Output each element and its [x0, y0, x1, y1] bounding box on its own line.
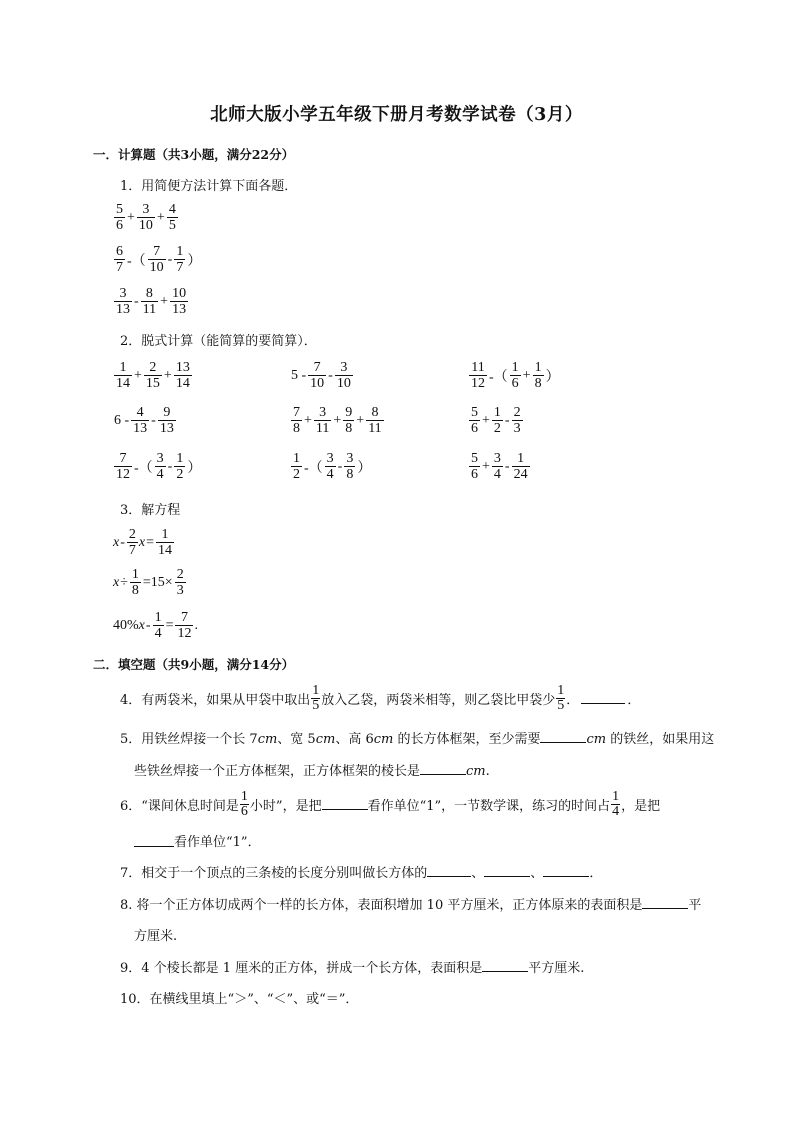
- q3-equation-3: 40% x - $\frac{1}{4}$ = $\frac{7}{12}$ .: [113, 610, 198, 641]
- section-heading-calculation: 一．计算题（共3小题，满分22分）: [93, 147, 295, 162]
- answer-blank[interactable]: [420, 773, 466, 775]
- question-2-text: 2．脱式计算（能简算的要简算）．: [120, 334, 317, 349]
- q1-expression-2: $\frac{6}{7}$ -（ $\frac{7}{10}$ - $\frac{1}{7}$ ）: [116, 244, 202, 275]
- question-5-line-1: 5．用铁丝焊接一个长 7cm、宽 5cm、高 6cm 的长方体框架，至少需要 cm 的铁丝，如果用这: [120, 732, 715, 747]
- q2-expression-r2c3: $\frac{5}{6}$ + $\frac{1}{2}$ - $\frac{2}{3}$: [471, 405, 521, 436]
- answer-blank[interactable]: [482, 970, 528, 972]
- answer-blank[interactable]: [540, 741, 586, 743]
- question-10: 10．在横线里填上“＞”、“＜”、或“＝”．: [120, 992, 359, 1007]
- question-6-line-1: 6．“课间休息时间是 1 6 小时”，是把 看作单位“1”，一节数学课，练习的时间占 1 4 ，是把: [120, 789, 661, 819]
- answer-blank[interactable]: [484, 875, 530, 877]
- question-8-line-1: 8. 将一个正方体切成两个一样的长方体，表面积增加 10 平方厘米，正方体原来的表面积是 平: [120, 898, 702, 913]
- answer-blank[interactable]: [642, 907, 688, 909]
- question-9: 9．4 个棱长都是 1 厘米的正方体，拼成一个长方体，表面积是 平方厘米.: [120, 961, 585, 976]
- q2-expression-r1c2: 5 - $\frac{7}{10}$ - $\frac{3}{10}$: [291, 360, 351, 391]
- question-1-text: 1．用简便方法计算下面各题．: [120, 179, 298, 194]
- q2-expression-r3c1: $\frac{7}{12}$ -（ $\frac{3}{4}$ - $\frac{1}{2}$ ）: [116, 451, 202, 482]
- q2-expression-r2c1: 6 - $\frac{4}{13}$ - $\frac{9}{13}$: [114, 405, 174, 436]
- answer-blank[interactable]: [322, 808, 368, 810]
- q2-expression-r3c3: $\frac{5}{6}$ + $\frac{3}{4}$ - $\frac{1}{24}$: [471, 451, 528, 482]
- q2-expression-r1c1: $\frac{1}{14}$ + $\frac{2}{15}$ + $\frac{13}{14}$: [116, 360, 190, 391]
- question-7: 7．相交于一个顶点的三条棱的长度分别叫做长方体的 、 、 ．: [120, 866, 603, 881]
- q2-expression-r1c3: $\frac{11}{12}$ -（ $\frac{1}{6}$ + $\frac{1}{8}$ ）: [471, 360, 560, 391]
- section-heading-fill-in: 二．填空题（共9小题，满分14分）: [93, 657, 295, 672]
- page-title: 北师大版小学五年级下册月考数学试卷（3月）: [210, 105, 583, 125]
- question-3-text: 3．解方程: [120, 503, 181, 518]
- question-4: 4．有两袋米，如果从甲袋中取出 1 5 放入乙袋，两袋米相等，则乙袋比甲袋少 1 5 ． ．: [120, 683, 641, 713]
- question-5-line-2: 些铁丝焊接一个正方体框架，正方体框架的棱长是 cm.: [134, 764, 490, 779]
- answer-blank[interactable]: [543, 875, 589, 877]
- q3-equation-2: x ÷ $\frac{1}{8}$ =15× $\frac{2}{3}$: [113, 567, 184, 598]
- q2-expression-r2c2: $\frac{7}{8}$ + $\frac{3}{11}$ + $\frac{9}{8}$ + $\frac{8}{11}$: [293, 405, 382, 436]
- q2-expression-r3c2: $\frac{1}{2}$ -（ $\frac{3}{4}$ - $\frac{3}{8}$ ）: [293, 451, 372, 482]
- answer-blank[interactable]: [134, 845, 174, 847]
- q1-expression-1: $\frac{5}{6}$ + $\frac{3}{10}$ + $\frac{4}{5}$: [116, 202, 176, 233]
- question-6-line-2: 看作单位“1”．: [134, 831, 261, 850]
- question-8-line-2: 方厘米.: [134, 929, 178, 944]
- answer-blank[interactable]: [427, 875, 471, 877]
- answer-blank[interactable]: [581, 702, 625, 704]
- q1-expression-3: $\frac{3}{13}$ - $\frac{8}{11}$ + $\frac{10}{13}$: [116, 286, 187, 317]
- q3-equation-1: x - $\frac{2}{7}$ x = $\frac{1}{14}$: [113, 527, 173, 558]
